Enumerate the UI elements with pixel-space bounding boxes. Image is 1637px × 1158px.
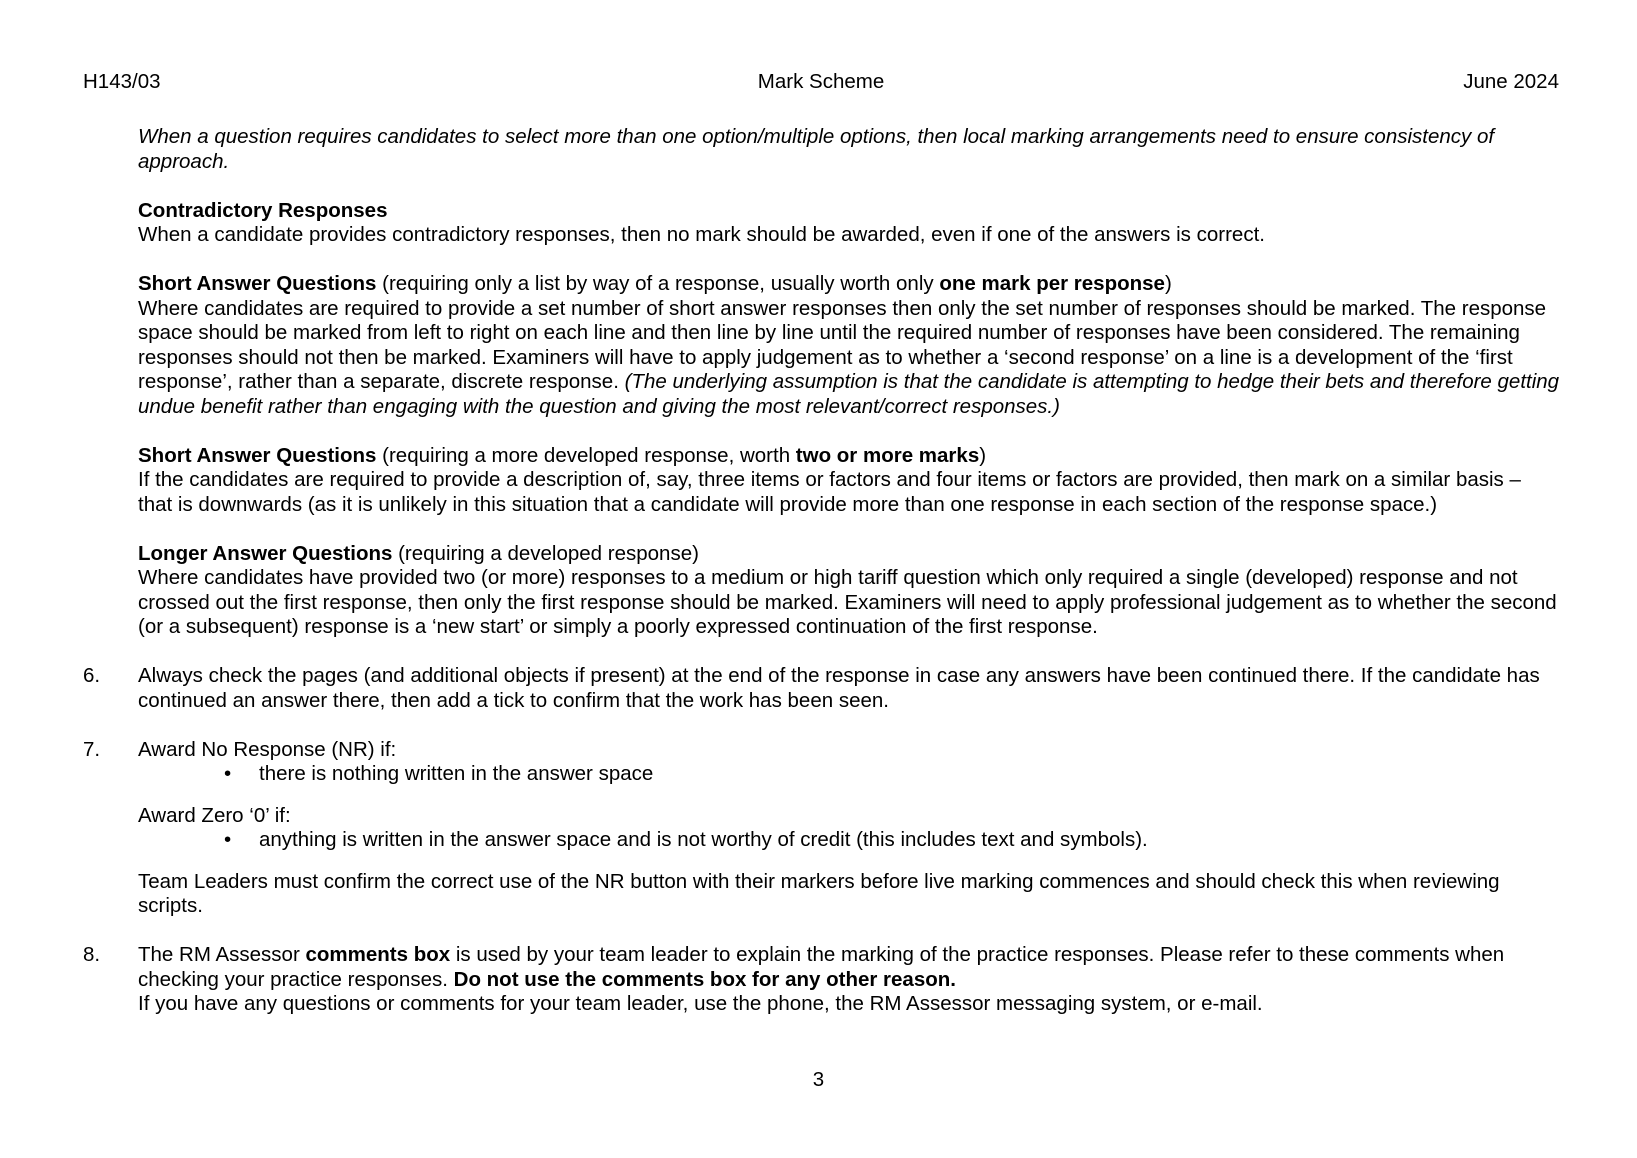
contradictory-section bbox=[138, 199, 1560, 248]
section-heading: Longer Answer Questions bbox=[138, 541, 393, 565]
item-text: Always check the pages (and additional objects if present) at the end of the response in case any answers have been continued there. If the candidate has continued an answer there, then add a tick to confirm that the work has been seen. bbox=[138, 664, 1540, 712]
intro-italic-paragraph: When a question requires candidates to select more than one option/multiple options, then local marking arrangements need to ensure consistency of approach. bbox=[138, 125, 1495, 173]
comments-box-bold: comments box bbox=[305, 943, 451, 966]
longer-answer-section bbox=[138, 542, 1560, 640]
section-text: When a candidate provides contradictory responses, then no mark should be awarded, even if one of the answers is correct. bbox=[138, 223, 1265, 246]
item-number: 8. bbox=[83, 943, 101, 966]
item-text-mid: is used by your team leader to explain the marking of the practice responses. Please refer to these comments when checking your practice responses. bbox=[138, 943, 1505, 991]
document-title: Mark Scheme bbox=[757, 70, 885, 93]
heading-paren: (requiring a developed response) bbox=[392, 541, 699, 565]
item-text-end: If you have any questions or comments for your team leader, use the phone, the RM Assessor messaging system, or e-mail. bbox=[138, 992, 1263, 1015]
item-8 bbox=[83, 943, 1560, 1017]
bullet-icon: • bbox=[224, 762, 232, 785]
page-number: 3 bbox=[812, 1068, 825, 1091]
heading-bold-inline: two or more marks bbox=[795, 443, 980, 467]
zero-bullet-item bbox=[138, 828, 1560, 853]
section-text: If the candidates are required to provide a description of, say, three items or factors and four items or factors are provided, then mark on a similar basis – that is downwards (as it is unlikely in this situation that a candidate will provide more than one response in each section of the response space.) bbox=[138, 468, 1521, 516]
heading-paren: (requiring only a list by way of a response, usually worth only bbox=[376, 272, 940, 295]
section-heading: Short Answer Questions bbox=[138, 272, 377, 295]
bullet-text: there is nothing written in the answer space bbox=[259, 762, 654, 785]
section-italic-note: (The underlying assumption is that the candidate is attempting to hedge their bets and therefore getting undue benefit rather than engaging with the question and giving the most relevant/correct responses.) bbox=[138, 370, 1560, 418]
paper-code: H143/03 bbox=[83, 70, 161, 93]
heading-bold-inline: one mark per response bbox=[939, 272, 1165, 295]
nr-label: Award No Response (NR) if: bbox=[138, 737, 397, 761]
page-content bbox=[83, 125, 1560, 1017]
page-header bbox=[83, 70, 1559, 96]
item-number: 6. bbox=[83, 664, 101, 687]
exam-date: June 2024 bbox=[1463, 70, 1559, 93]
bullet-text: anything is written in the answer space and is not worthy of credit (this includes text and symbols). bbox=[259, 828, 1148, 851]
zero-label: Award Zero ‘0’ if: bbox=[138, 803, 291, 827]
heading-paren-end: ) bbox=[1164, 272, 1172, 295]
short-answer-list-section bbox=[138, 272, 1560, 419]
bullet-icon: • bbox=[224, 828, 232, 851]
section-heading: Contradictory Responses bbox=[138, 198, 388, 222]
section-text: Where candidates are required to provide a set number of short answer responses then only the set number of responses should be marked. The response space should be marked from left to right on each line and then line by line until the required number of responses have been considered. The remaining responses should not then be marked. Examiners will have to apply judgement as to whether a ‘second response’ on a line is a development of the ‘first response’, rather than a separate, discrete response. bbox=[138, 296, 1547, 393]
team-leaders-text: Team Leaders must confirm the correct use of the NR button with their markers before live marking commences and should check this when reviewing scripts. bbox=[138, 869, 1500, 917]
short-answer-developed-section bbox=[138, 444, 1560, 518]
item-7 bbox=[83, 737, 1560, 919]
section-text: Where candidates have provided two (or more) responses to a medium or high tariff question which only required a single (developed) response and not crossed out the first response, then only the first response should be marked. Examiners will need to apply professional judgement as to whether the second (or a subsequent) response is a ‘new start’ or simply a poorly expressed continuation of the first response. bbox=[138, 566, 1557, 638]
heading-paren-end: ) bbox=[979, 443, 987, 467]
item-number: 7. bbox=[83, 737, 101, 761]
do-not-use-bold: Do not use the comments box for any other reason. bbox=[453, 967, 956, 991]
item-6 bbox=[83, 664, 1560, 713]
section-heading: Short Answer Questions bbox=[138, 443, 377, 467]
heading-paren: (requiring a more developed response, worth bbox=[376, 443, 796, 467]
nr-bullet-item bbox=[138, 762, 1560, 787]
item-text-start: The RM Assessor bbox=[138, 943, 306, 966]
